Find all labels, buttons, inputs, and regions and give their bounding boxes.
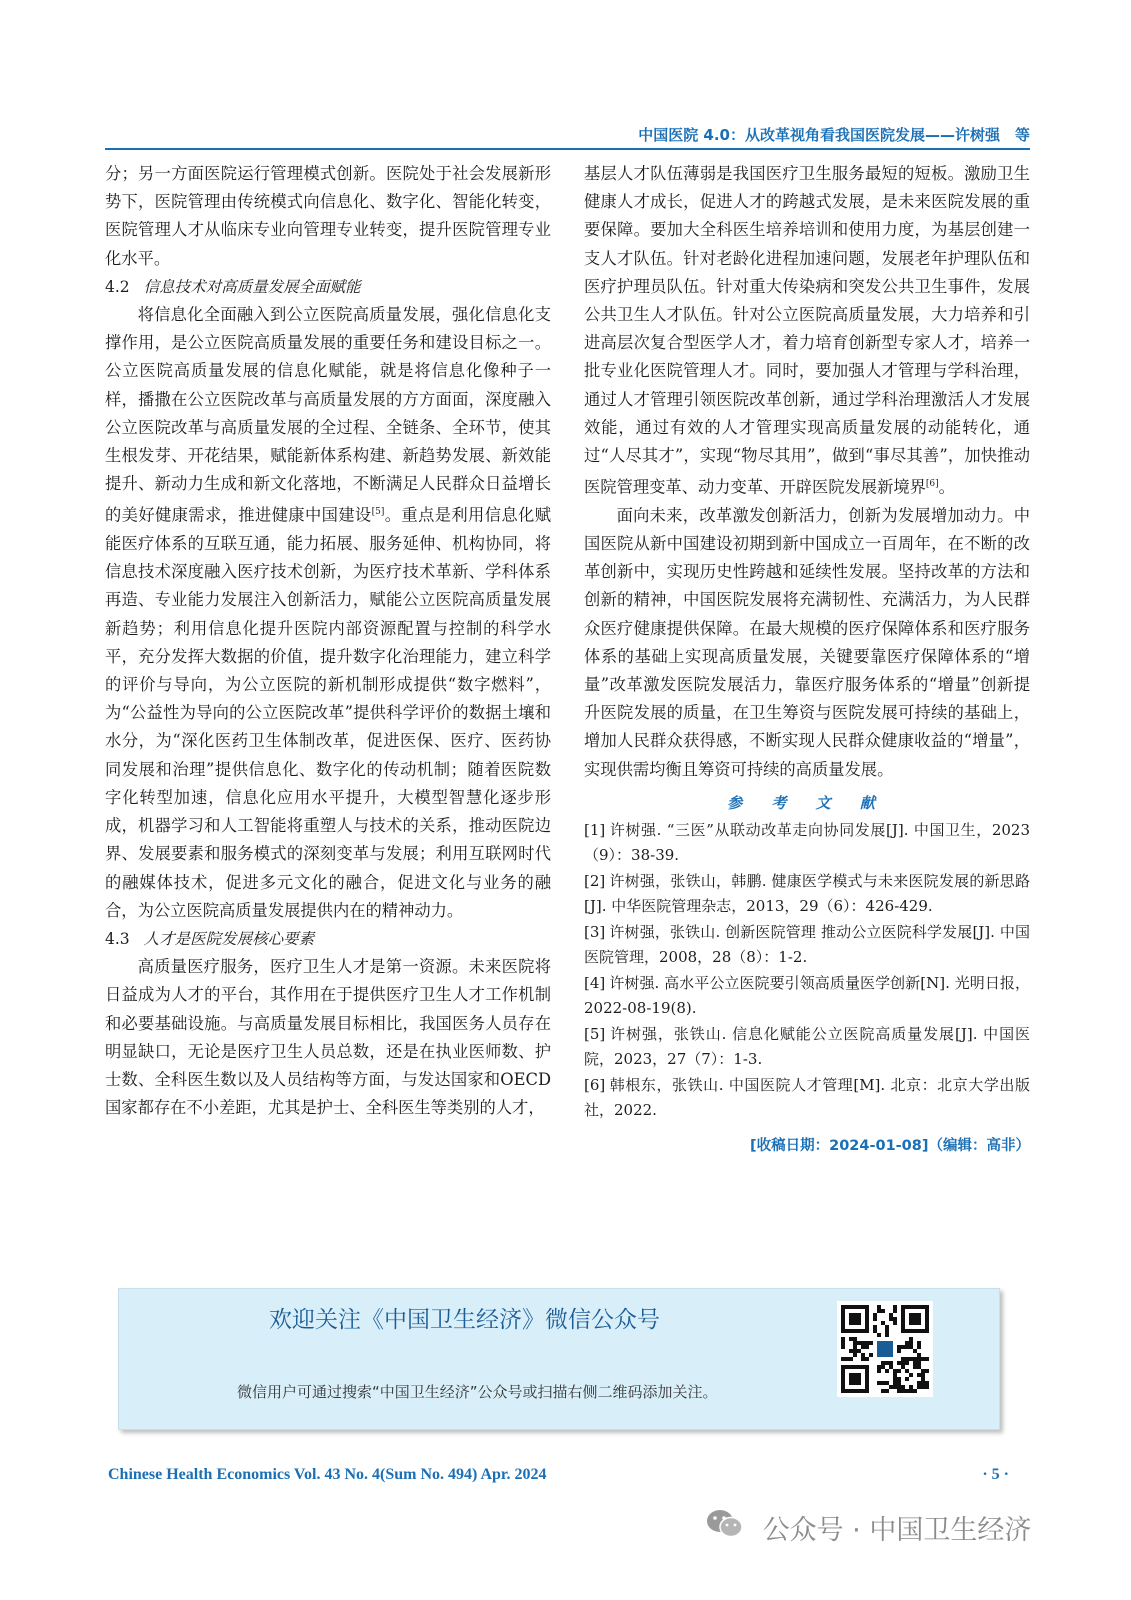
received-date: [收稿日期：2024-01-08]（编辑：高非） bbox=[749, 1137, 1030, 1154]
body-paragraph bbox=[584, 502, 1030, 784]
reference-text: 许树强. “三医”从联动改革走向协同发展[J]. 中国卫生，2023（9）：38-39. bbox=[584, 820, 1030, 865]
section-number: 4.2 bbox=[105, 277, 130, 296]
reference-item bbox=[584, 920, 1030, 971]
reference-text: 许树强. 高水平公立医院要引领高质量医学创新[N]. 光明日报，2022-08-19(8). bbox=[584, 973, 1030, 1018]
reference-index: [5] bbox=[584, 1024, 606, 1043]
reference-index: [6] bbox=[584, 1075, 606, 1094]
reference-index: [3] bbox=[584, 922, 606, 941]
reference-text: 许树强，张铁山. 信息化赋能公立医院高质量发展[J]. 中国医院，2023，27（7）：1-3. bbox=[584, 1024, 1030, 1069]
paragraph-text: 分；另一方面医院运行管理模式创新。医院处于社会发展新形势下，医院管理由传统模式向信息化、数字化、智能化转变，医院管理人才从临床专业向管理专业转变，提升医院管理专业化水平。 bbox=[105, 164, 551, 268]
footer-journal: Chinese Health Economics Vol. 43 No. 4(Sum No. 494) Apr. 2024 bbox=[108, 1466, 547, 1483]
watermark-text: 公众号 · 中国卫生经济 bbox=[762, 1515, 1032, 1546]
reference-item bbox=[584, 971, 1030, 1022]
paragraph-text: 。重点是利用信息化赋能医疗体系的互联互通，能力拓展、服务延伸、机构协同，将信息技术深度融入医疗技术创新，为医疗技术革新、学科体系再造、专业能力发展注入创新活力，赋能公立医院高质量发展新趋势；利用信息化提升医院内部资源配置与控制的科学水平，充分发挥大数据的价值，提升数字化治理能力，建立科学的评价与导向，为公立医院的新机制形成提供“数字燃料”，为“公益性为导向的公立医院改革”提供科学评价的数据土壤和水分，为“深化医药卫生体制改革，促进医保、医疗、医药协同发展和治理”提供信息化、数字化的传动机制；随着医院数字化转型加速，信息化应用水平提升，大模型智慧化逐步形成，机器学习和人工智能将重塑人与技术的关系，推动医院边界、发展要素和服务模式的深刻变革与发展；利用互联网时代的融媒体技术，促进多元文化的融合，促进文化与业务的融合，为公立医院高质量发展提供内在的精神动力。 bbox=[105, 505, 551, 920]
wechat-icon bbox=[706, 1508, 744, 1547]
paragraph-text: 面向未来，改革激发创新活力，创新为发展增加动力。中国医院从新中国建设初期到新中国成立一百周年，在不断的改革创新中，实现历史性跨越和延续性发展。坚持改革的方法和创新的精神，中国医院发展将充满韧性、充满活力，为人民群众医疗健康提供保障。在最大规模的医疗保障体系和医疗服务体系的基础上实现高质量发展，关键要靠医疗保障体系的“增量”改革激发医院发展活力，靠医疗服务体系的“增量”创新提升医院发展的质量，在卫生筹资与医院发展可持续的基础上，增加人民群众获得感，不断实现人民群众健康收益的“增量”，实现供需均衡且筹资可持续的高质量发展。 bbox=[584, 505, 1030, 779]
reference-text: 许树强，张铁山，韩鹏. 健康医学模式与未来医院发展的新思路[J]. 中华医院管理杂志，2013，29（6）：426-429. bbox=[584, 871, 1030, 916]
body-paragraph bbox=[105, 301, 551, 925]
qr-code-icon[interactable] bbox=[837, 1301, 933, 1397]
reference-item bbox=[584, 818, 1030, 869]
section-number: 4.3 bbox=[105, 929, 130, 948]
watermark bbox=[706, 1508, 1031, 1548]
reference-item bbox=[584, 869, 1030, 920]
wechat-promo-box bbox=[118, 1288, 1000, 1430]
references-title: 参 考 文 献 bbox=[727, 793, 887, 812]
body-paragraph bbox=[105, 160, 551, 273]
header-rule bbox=[105, 148, 1030, 150]
section-heading bbox=[105, 273, 551, 301]
reference-item bbox=[584, 1073, 1030, 1124]
running-head: 中国医院 4.0：从改革视角看我国医院发展——许树强 等 bbox=[638, 126, 1030, 144]
reference-index: [1] bbox=[584, 820, 606, 839]
citation-marker: [5] bbox=[371, 507, 385, 518]
paragraph-text: 。 bbox=[938, 477, 955, 497]
paragraph-text: 高质量医疗服务，医疗卫生人才是第一资源。未来医院将日益成为人才的平台，其作用在于提供医疗卫生人才工作机制和必要基础设施。与高质量发展目标相比，我国医务人员存在明显缺口，无论是医疗卫生人员总数，还是在执业医师数、护士数、全科医生数以及人员结构等方面，与发达国家和OECD国家都存在不小差距，尤其是护士、全科医生等类别的人才， bbox=[105, 957, 551, 1118]
citation-marker: [6] bbox=[925, 479, 939, 490]
page-number: · 5 · bbox=[982, 1466, 1009, 1483]
reference-text: 韩根东，张铁山. 中国医院人才管理[M]. 北京：北京大学出版社，2022. bbox=[584, 1075, 1030, 1120]
body-paragraph bbox=[105, 953, 551, 1122]
right-column bbox=[584, 160, 1030, 1160]
reference-index: [4] bbox=[584, 973, 606, 992]
left-column bbox=[105, 160, 551, 1122]
references-list bbox=[584, 818, 1030, 1124]
reference-index: [2] bbox=[584, 871, 606, 890]
section-heading bbox=[105, 925, 551, 953]
reference-text: 许树强，张铁山. 创新医院管理 推动公立医院科学发展[J]. 中国医院管理，2008，28（8）：1-2. bbox=[584, 922, 1030, 967]
promo-subtitle: 微信用户可通过搜索“中国卫生经济”公众号或扫描右侧二维码添加关注。 bbox=[237, 1383, 718, 1401]
promo-title: 欢迎关注《中国卫生经济》微信公众号 bbox=[269, 1307, 660, 1333]
right-column-body bbox=[584, 160, 1030, 784]
section-title: 信息技术对高质量发展全面赋能 bbox=[143, 277, 361, 296]
paragraph-text: 基层人才队伍薄弱是我国医疗卫生服务最短的短板。激励卫生健康人才成长，促进人才的跨越式发展，是未来医院发展的重要保障。要加大全科医生培养培训和使用力度，为基层创建一支人才队伍。针对老龄化进程加速问题，发展老年护理队伍和医疗护理员队伍。针对重大传染病和突发公共卫生事件，发展公共卫生人才队伍。针对公立医院高质量发展，大力培养和引进高层次复合型医学人才，着力培育创新型专家人才，培养一批专业化医院管理人才。同时，要加强人才管理与学科治理，通过人才管理引领医院改革创新，通过学科治理激活人才发展效能，通过有效的人才管理实现高质量发展的动能转化，通过“人尽其才”，实现“物尽其用”，做到“事尽其善”，加快推动医院管理变革、动力变革、开辟医院发展新境界 bbox=[584, 164, 1030, 497]
section-title: 人才是医院发展核心要素 bbox=[143, 929, 315, 948]
paragraph-text: 将信息化全面融入到公立医院高质量发展，强化信息化支撑作用，是公立医院高质量发展的重要任务和建设目标之一。公立医院高质量发展的信息化赋能，就是将信息化像种子一样，播撒在公立医院改革与高质量发展的方方面面，深度融入公立医院改革与高质量发展的全过程、全链条、全环节，使其生根发芽、开花结果，赋能新体系构建、新趋势发展、新效能提升、新动力生成和新文化落地，不断满足人民群众日益增长的美好健康需求，推进健康中国建设 bbox=[105, 305, 551, 525]
body-paragraph bbox=[584, 160, 1030, 502]
reference-item bbox=[584, 1022, 1030, 1073]
